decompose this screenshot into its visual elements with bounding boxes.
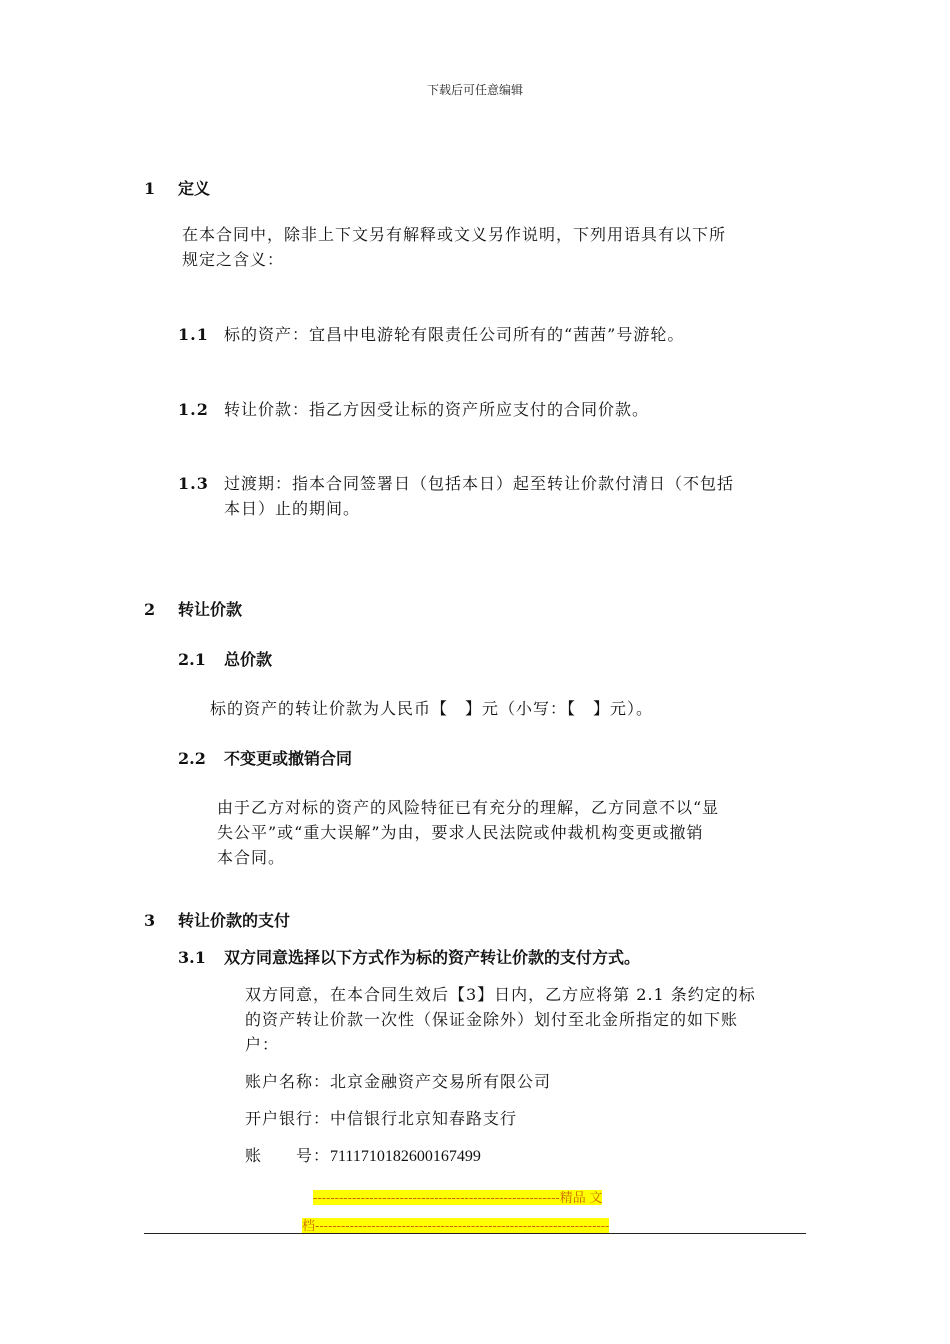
definition-item-1-3 [178,471,818,521]
section-number: 3 [144,911,156,930]
account-name: 账户名称：北京金融资产交易所有限公司 [245,1072,552,1091]
subsection-number: 3.1 [178,948,206,967]
subsection-title: 总价款 [224,650,273,669]
payment-clause [245,982,820,1057]
footer-divider [144,1233,806,1234]
account-number [245,1143,481,1169]
clause-line: 失公平”或“重大误解”为由，要求人民法院或仲裁机构变更或撤销 [217,823,704,842]
item-text: 转让价款：指乙方因受让标的资产所应支付的合同价款。 [224,400,650,419]
item-text: 本日）止的期间。 [224,499,361,518]
item-number: 1.3 [178,474,209,493]
clause-line: 双方同意，在本合同生效后【3】日内，乙方应将第 2.1 条约定的标 [245,985,756,1004]
intro-line: 规定之含义： [182,250,285,269]
item-text: 过渡期：指本合同签署日（包括本日）起至转让价款付清日（不包括 [224,474,735,493]
section-1-heading [144,176,210,199]
clause-line: 本合同。 [217,848,286,867]
clause-line: 的资产转让价款一次性（保证金除外）划付至北金所指定的如下账 [245,1010,739,1029]
intro-line: 在本合同中，除非上下文另有解释或文义另作说明，下列用语具有以下所 [182,225,727,244]
section-title: 转让价款 [178,600,243,619]
clause-line: 户： [245,1035,280,1054]
bank-name: 开户银行：中信银行北京知春路支行 [245,1109,518,1128]
clause-line: 由于乙方对标的资产的风险特征已有充分的理解，乙方同意不以“显 [217,798,720,817]
subsection-2-2-heading [178,746,352,769]
total-price-text: 标的资产的转让价款为人民币【 】元（小写：【 】元）。 [210,699,654,718]
definition-item-1-1 [178,322,806,347]
section-3-heading [144,908,290,931]
subsection-number: 2.2 [178,749,206,768]
item-text: 标的资产：宜昌中电游轮有限责任公司所有的“茜茜”号游轮。 [224,325,685,344]
subsection-title: 不变更或撤销合同 [224,749,353,768]
section-title: 转让价款的支付 [178,911,291,930]
watermark-text: ---------------------------------------------------------精品 文 [313,1190,603,1205]
definition-intro [182,222,806,272]
account-number-value: 7111710182600167499 [330,1148,481,1165]
account-label: 账 号： [245,1146,331,1165]
item-number: 1.1 [178,325,209,344]
section-2-heading [144,597,242,620]
subsection-title: 双方同意选择以下方式作为标的资产转让价款的支付方式。 [224,948,641,967]
section-number: 2 [144,600,156,619]
footer-watermark-line2 [302,1215,609,1234]
item-number: 1.2 [178,400,209,419]
subsection-3-1-heading [178,945,640,968]
definition-item-1-2 [178,397,806,422]
watermark-text: 档-------------------------------------------------------------------- [302,1218,610,1233]
footer-watermark-line1 [313,1187,602,1206]
no-change-clause [217,795,817,870]
section-number: 1 [144,179,156,198]
section-title: 定义 [178,179,211,198]
page-header: 下载后可任意编辑 [426,83,523,97]
subsection-number: 2.1 [178,650,206,669]
subsection-2-1-heading [178,647,272,670]
